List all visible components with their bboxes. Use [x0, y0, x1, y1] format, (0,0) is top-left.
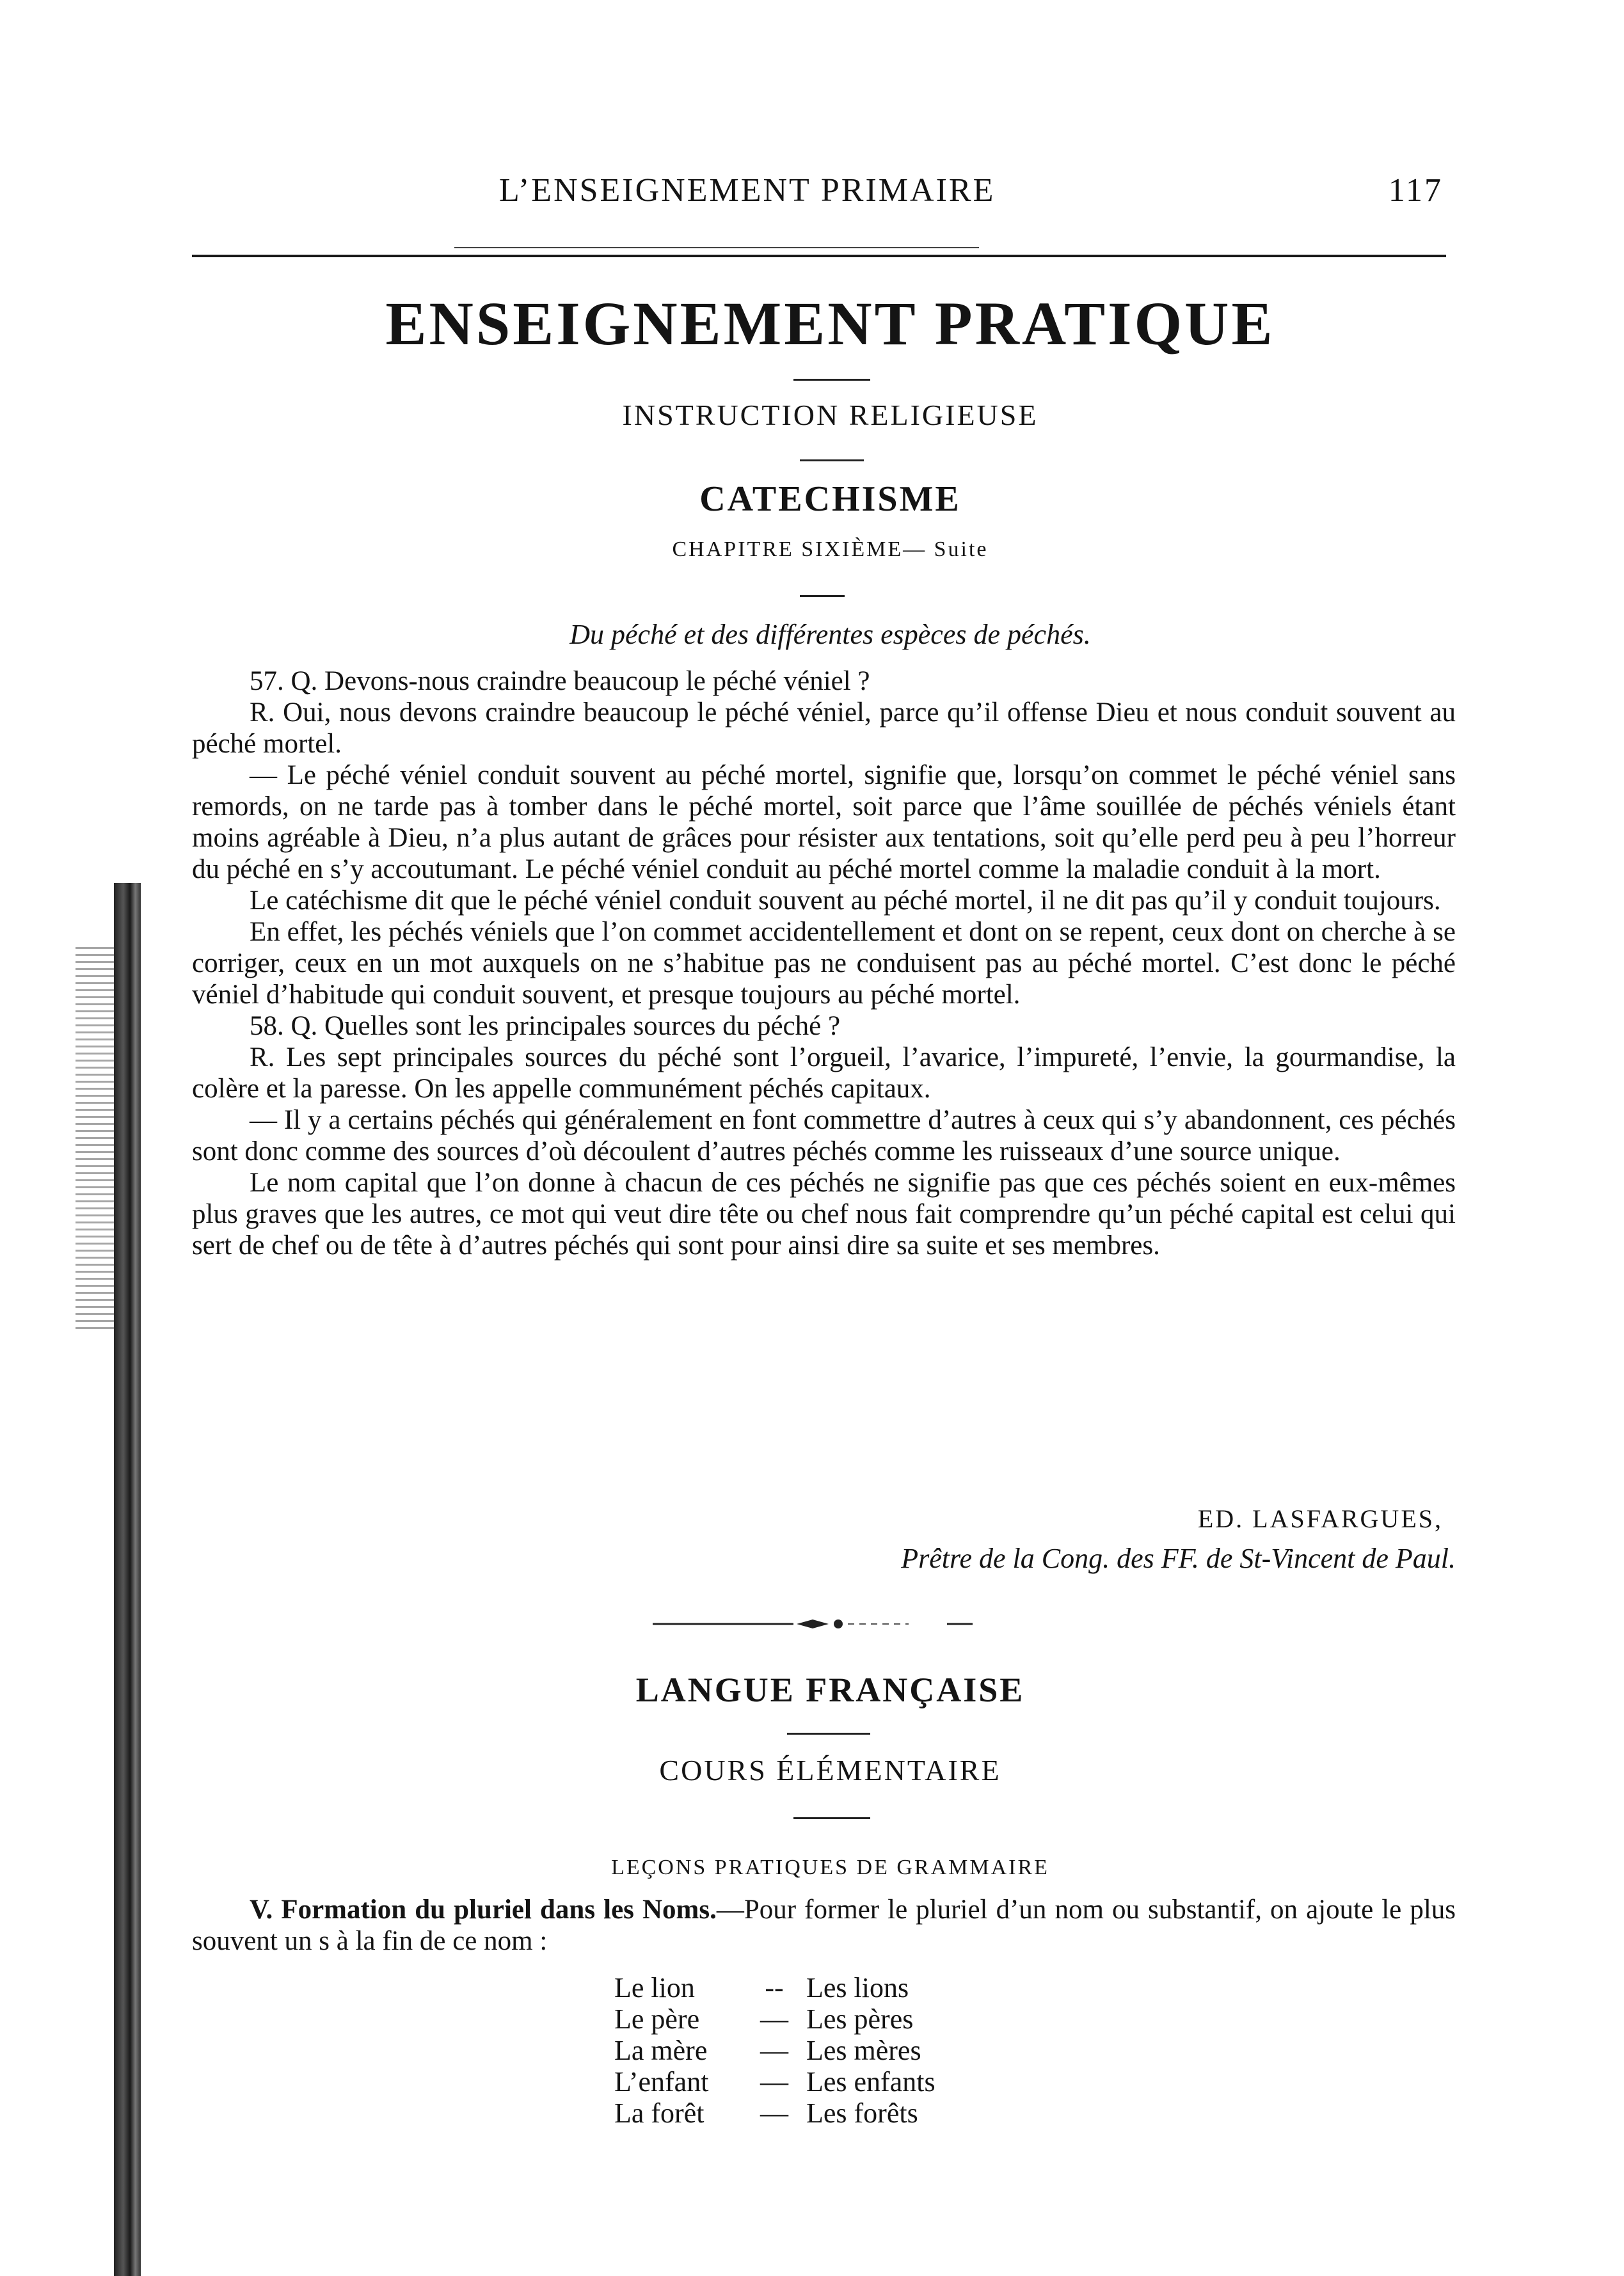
header-rule-thin	[454, 247, 979, 248]
page-number: 117	[1388, 172, 1443, 209]
main-title: ENSEIGNEMENT PRATIQUE	[385, 289, 1275, 358]
paragraph: — Il y a certains péchés qui généralement en font commettre d’autres à ceux qui s’y abandonnent, ces péchés sont donc comme des sources d’où découlent d’autres péchés comme les ruisseaux d’une source unique.	[192, 1105, 1456, 1166]
grammar-rule	[192, 1894, 1456, 1957]
topic-title: Du péché et des différentes espèces de péchés.	[569, 619, 1091, 650]
dash: —	[760, 2066, 788, 2097]
dash: —	[760, 2035, 788, 2066]
singular: La forêt	[614, 2097, 705, 2129]
divider	[793, 1817, 870, 1819]
singular: Le lion	[614, 1972, 695, 2003]
plural: Les lions	[806, 1972, 909, 2003]
grammar-rule-text: —Pour former le pluriel d’un nom ou substantif, on ajoute le plus souvent un s à la fin de ce nom :	[192, 1895, 1456, 1956]
grammar-rule-title: V. Formation du pluriel dans les Noms.	[250, 1895, 717, 1925]
ornament-divider	[653, 1618, 985, 1630]
section-heading-religion: INSTRUCTION RELIGIEUSE	[622, 399, 1039, 431]
running-head	[192, 171, 1469, 216]
divider	[800, 595, 845, 597]
example-row	[614, 2003, 935, 2035]
running-head-title: L’ENSEIGNEMENT PRIMAIRE	[499, 172, 996, 209]
lesson-label: LEÇONS PRATIQUES DE GRAMMAIRE	[611, 1856, 1049, 1879]
paragraph: 58. Q. Quelles sont les principales sources du péché ?	[250, 1011, 841, 1041]
dash: —	[760, 2003, 788, 2035]
paragraph: Le catéchisme dit que le péché véniel conduit souvent au péché mortel, il ne dit pas qu’il y conduit toujours.	[250, 886, 1441, 916]
singular: L’enfant	[614, 2066, 709, 2097]
paragraph: — Le péché véniel conduit souvent au péché mortel, signifie que, lorsqu’on commet le péché véniel sans remords, on ne tarde pas à tomber dans le péché mortel, soit parce que l’âme souillée de péchés véniels étant moins agréable à Dieu, n’a plus autant de grâces pour résister aux tentations, soit qu’elle perd peu à peu l’horreur du péché en s’y accoutumant. Le péché véniel conduit au péché mortel comme la maladie conduit à la mort.	[192, 760, 1456, 884]
section-heading-langue: LANGUE FRANÇAISE	[635, 1671, 1025, 1709]
example-row	[614, 1972, 935, 2003]
header-rule	[192, 255, 1446, 257]
singular: Le père	[614, 2003, 700, 2035]
example-row	[614, 2035, 935, 2066]
plural: Les pères	[806, 2003, 914, 2035]
paragraph: 57. Q. Devons-nous craindre beaucoup le péché véniel ?	[250, 666, 870, 696]
paragraph: R. Les sept principales sources du péché sont l’orgueil, l’avarice, l’impureté, l’envie, la gourmandise, la colère et la paresse. On les appelle communément péchés capitaux.	[192, 1042, 1456, 1104]
plural: Les enfants	[806, 2066, 935, 2097]
example-row	[614, 2066, 935, 2097]
dash: --	[765, 1972, 784, 2003]
catechism-text	[192, 665, 1456, 1261]
page	[192, 0, 1469, 2276]
paragraph: En effet, les péchés véniels que l’on commet accidentellement et dont on se repent, ceux dont on cherche à se corriger, ceux en un mot auxquels on ne s’habitue pas ne conduisent pas au péché mortel. C’est donc le péché véniel d’habitude qui conduit souvent, et presque toujours au péché mortel.	[192, 917, 1456, 1010]
dash: —	[760, 2097, 788, 2129]
divider	[800, 459, 864, 461]
section-subheading-cours: COURS ÉLÉMENTAIRE	[659, 1754, 1001, 1787]
example-row	[614, 2097, 935, 2129]
paragraph: R. Oui, nous devons craindre beaucoup le péché véniel, parce qu’il offense Dieu et nous conduit souvent au péché mortel.	[192, 697, 1456, 759]
book-binding-shadow	[114, 883, 141, 2276]
paragraph: Le nom capital que l’on donne à chacun de ces péchés ne signifie pas que ces péchés soient en eux-mêmes plus graves que les autres, ce mot qui veut dire tête ou chef nous fait comprendre qu’un péché capital est celui qui sert de chef ou de tête à d’autres péchés qui sont pour ainsi dire sa suite et ses membres.	[192, 1168, 1456, 1261]
author-signature: ED. LASFARGUES,	[1197, 1504, 1443, 1533]
chapter-label: CHAPITRE SIXIÈME— Suite	[672, 537, 989, 561]
section-subheading-catechisme: CATECHISME	[699, 479, 961, 519]
plural-examples	[614, 1972, 935, 2129]
plural: Les mères	[806, 2035, 921, 2066]
singular: La mère	[614, 2035, 708, 2066]
author-title: Prêtre de la Cong. des FF. de St-Vincent de Paul.	[901, 1543, 1456, 1574]
plural: Les forêts	[806, 2097, 918, 2129]
divider	[793, 379, 870, 381]
divider	[787, 1733, 870, 1735]
grammar-paragraph	[192, 1894, 1456, 1957]
